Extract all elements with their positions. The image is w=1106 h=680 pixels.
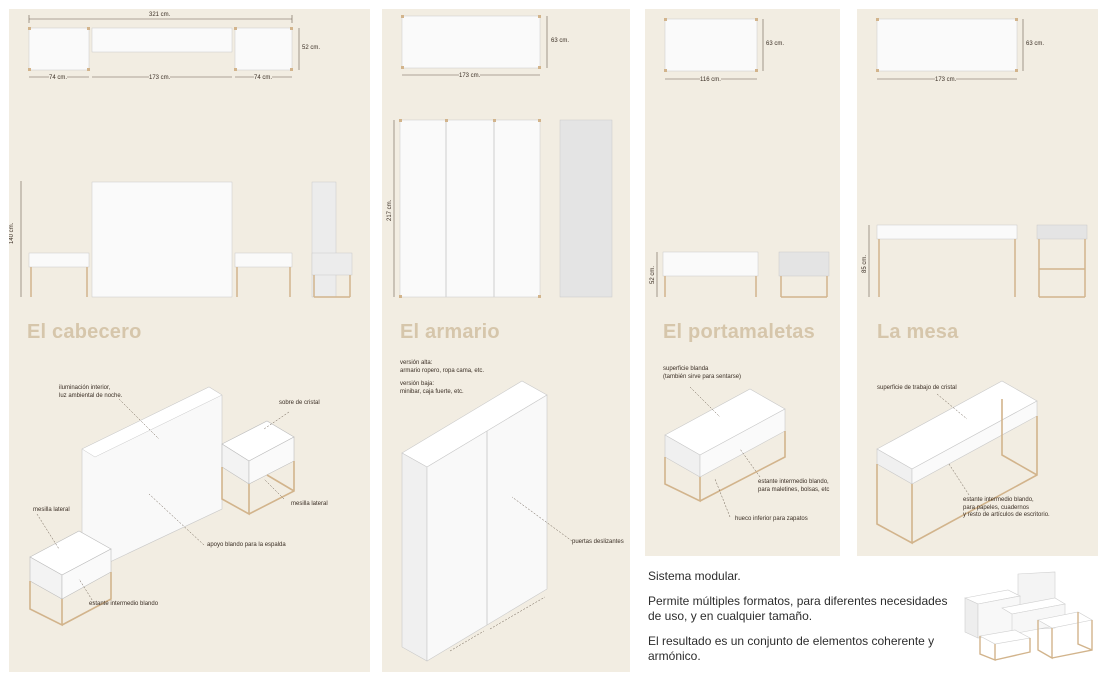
modular-set-illustration (960, 568, 1100, 668)
dim-height: 52 cm. (650, 265, 656, 284)
panel-mesa (857, 9, 1098, 556)
annotation-back-support: apoyo blando para la espalda (207, 542, 286, 548)
annotation-line: iluminación interior, (59, 385, 111, 391)
panel-title: El armario (400, 321, 500, 343)
annotation-line: versión alta: (400, 360, 433, 366)
annotation-low-version (400, 381, 464, 396)
dim-height: 217 cm. (387, 199, 393, 221)
annotation-shoe-space: hueco inferior para zapatos (735, 516, 808, 522)
annotation-shelf (758, 479, 829, 494)
dim-depth: 63 cm. (766, 41, 785, 47)
panel-cabecero (9, 9, 370, 672)
dim-depth: 52 cm. (302, 45, 321, 51)
panel-title: El cabecero (27, 321, 142, 343)
dim-width: 173 cm. (935, 77, 957, 83)
panel-portamaletas (645, 9, 840, 556)
annotation-sliding-doors: puertas deslizantes (572, 539, 624, 545)
mesa-drawing (857, 9, 1098, 556)
annotation-line: estante intermedio blando, (963, 497, 1034, 503)
dim-total: 321 cm. (149, 12, 171, 18)
annotation-line: minibar, caja fuerte, etc. (400, 388, 464, 395)
annotation-soft-shelf: estante intermedio blando (89, 601, 159, 607)
dim-height: 85 cm. (862, 254, 868, 273)
dim-width: 116 cm. (700, 77, 721, 83)
annotation-interior-light (59, 385, 122, 400)
annotation-line: para maletines, bolsas, etc (758, 486, 830, 493)
annotation-high-version (400, 360, 484, 375)
dim-width: 173 cm. (459, 73, 481, 79)
annotation-line: versión baja: (400, 381, 435, 387)
dim-middle: 173 cm. (149, 75, 171, 81)
annotation-line: luz ambiental de noche. (59, 392, 123, 399)
annotation-line: estante intermedio blando, (758, 479, 829, 485)
panel-armario (382, 9, 630, 672)
annotation-glass-top: sobre de cristal (279, 400, 320, 406)
summary-line-2: Permite múltiples formatos, para diferentes necesidades de uso, y en cualquier tamaño. (648, 594, 948, 623)
annotation-line: (también sirve para sentarse) (663, 373, 742, 380)
annotation-side-table-right: mesilla lateral (291, 501, 328, 507)
portamaletas-drawing (645, 9, 840, 556)
annotation-line: armario ropero, ropa cama, etc. (400, 367, 485, 374)
annotation-glass-surface: superficie de trabajo de cristal (877, 385, 957, 391)
annotation-line: y resto de artículos de escritorio. (963, 512, 1050, 518)
dim-depth: 63 cm. (1026, 41, 1045, 47)
dim-height: 140 cm. (9, 222, 15, 244)
dim-right: 74 cm. (254, 75, 273, 81)
summary-text (648, 569, 948, 674)
annotation-side-table-left: mesilla lateral (33, 507, 70, 513)
annotation-line: superficie blanda (663, 366, 709, 372)
annotation-line: para papeles, cuadernos (963, 504, 1030, 511)
panel-title: El portamaletas (663, 321, 815, 343)
dim-depth: 63 cm. (551, 38, 570, 44)
dim-left: 74 cm. (49, 75, 68, 81)
panel-title: La mesa (877, 321, 959, 343)
summary-line-3: El resultado es un conjunto de elementos coherente y armónico. (648, 634, 935, 663)
annotation-soft-top (663, 366, 741, 381)
summary-line-1: Sistema modular. (648, 569, 741, 583)
annotation-shelf (963, 497, 1050, 520)
